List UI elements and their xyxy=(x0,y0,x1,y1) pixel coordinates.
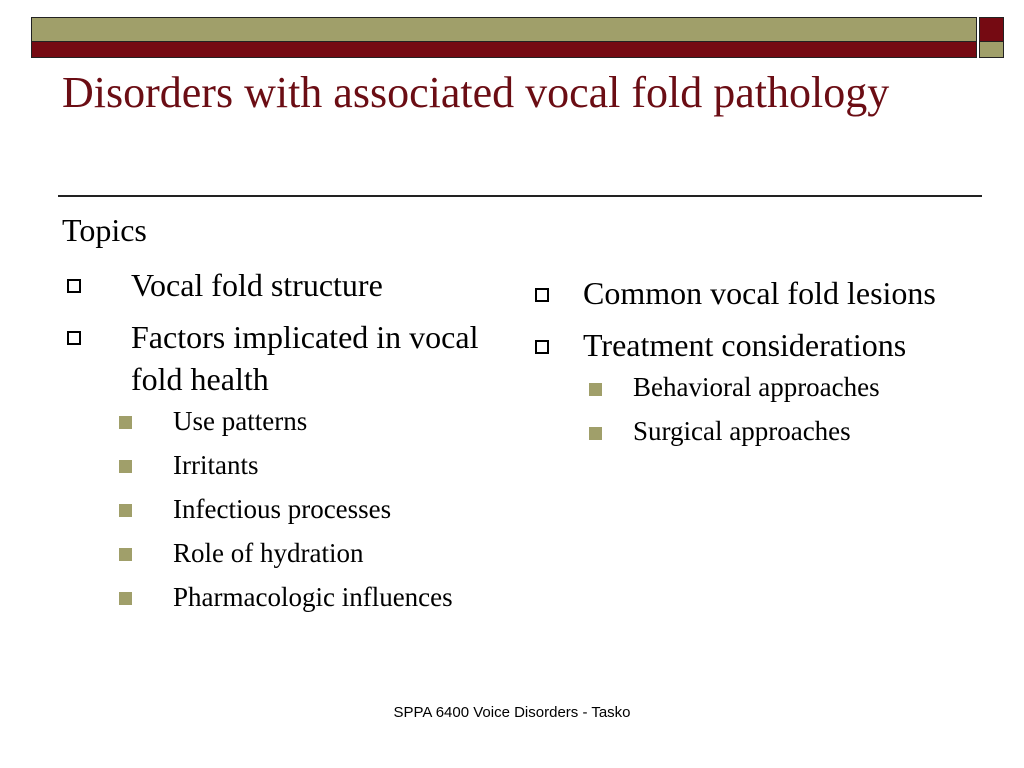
slide-title: Disorders with associated vocal fold pathology xyxy=(62,68,890,117)
header-corner-maroon xyxy=(979,17,1004,42)
sub-bullet-item xyxy=(131,580,492,614)
sub-bullet-text: Irritants xyxy=(173,450,259,480)
filled-square-bullet-icon xyxy=(119,460,132,473)
bullet-item xyxy=(530,324,1000,448)
sub-bullet-text: Role of hydration xyxy=(173,538,364,568)
sub-bullet-text: Pharmacologic influences xyxy=(173,582,453,612)
sub-bullet-item xyxy=(131,536,492,570)
sub-bullet-text: Surgical approaches xyxy=(633,416,851,446)
sub-bullet-item xyxy=(583,370,1000,404)
bullet-text: Treatment considerations xyxy=(583,327,907,363)
sub-bullet-item xyxy=(583,414,1000,448)
bullet-text: Common vocal fold lesions xyxy=(583,275,936,311)
topics-heading: Topics xyxy=(62,212,147,248)
hollow-square-bullet-icon xyxy=(535,340,549,354)
bullet-item xyxy=(530,272,1000,314)
hollow-square-bullet-icon xyxy=(535,288,549,302)
filled-square-bullet-icon xyxy=(589,383,602,396)
bullet-item xyxy=(62,316,492,614)
bullet-text: Vocal fold structure xyxy=(131,267,383,303)
sub-bullet-text: Behavioral approaches xyxy=(633,372,880,402)
bullet-item xyxy=(62,264,492,306)
filled-square-bullet-icon xyxy=(119,548,132,561)
hollow-square-bullet-icon xyxy=(67,279,81,293)
sub-bullet-item xyxy=(131,492,492,526)
hollow-square-bullet-icon xyxy=(67,331,81,345)
sub-bullet-item xyxy=(131,448,492,482)
header-corner-olive xyxy=(979,42,1004,58)
right-column xyxy=(530,272,1000,458)
header-bar-maroon xyxy=(31,42,977,58)
filled-square-bullet-icon xyxy=(589,427,602,440)
filled-square-bullet-icon xyxy=(119,592,132,605)
filled-square-bullet-icon xyxy=(119,416,132,429)
left-column xyxy=(62,264,492,624)
sub-bullet-item xyxy=(131,404,492,438)
header-bar-olive xyxy=(31,17,977,42)
sub-bullet-text: Use patterns xyxy=(173,406,308,436)
bullet-text: Factors implicated in vocal fold health xyxy=(131,319,479,397)
slide-footer: SPPA 6400 Voice Disorders - Tasko xyxy=(393,704,631,721)
title-divider xyxy=(58,195,982,197)
filled-square-bullet-icon xyxy=(119,504,132,517)
sub-bullet-text: Infectious processes xyxy=(173,494,392,524)
